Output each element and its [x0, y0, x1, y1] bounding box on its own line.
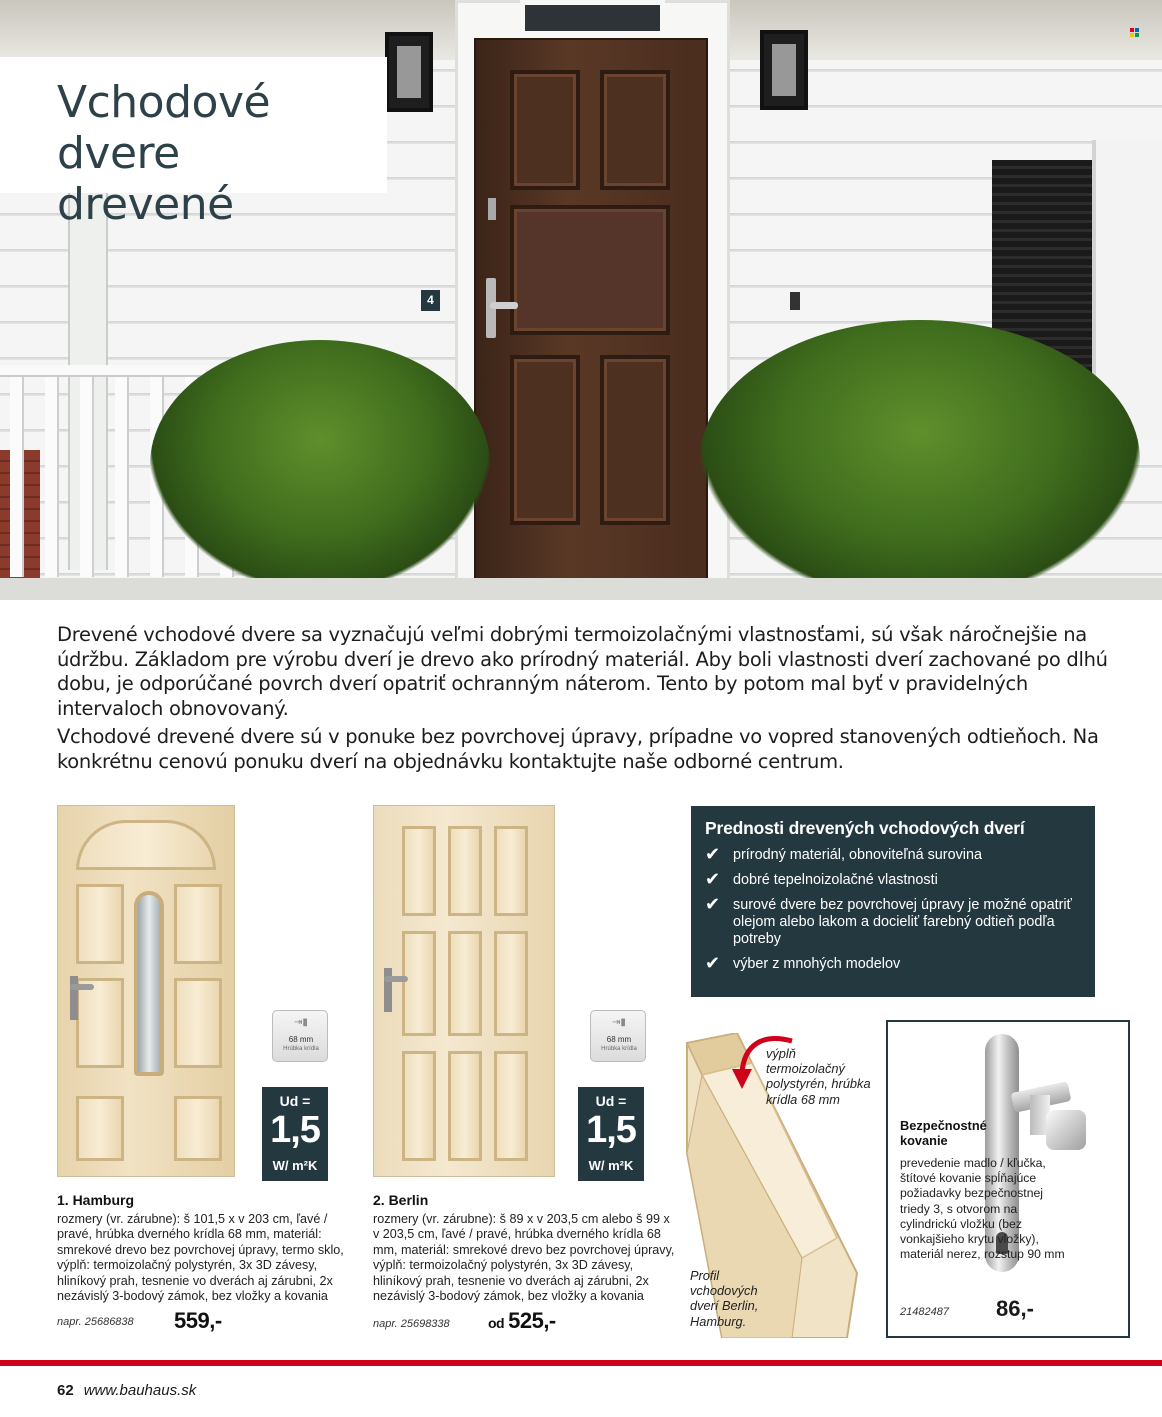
porch-floor — [0, 578, 1162, 600]
benefits-title: Prednosti drevených vchodových dverí — [705, 818, 1025, 838]
price-value: 525,- — [508, 1308, 556, 1333]
ud-value-badge — [578, 1087, 644, 1181]
price-prefix: od — [488, 1315, 505, 1331]
website-url: www.bauhaus.sk — [83, 1382, 197, 1399]
page-number: 62 — [57, 1382, 74, 1399]
ud-label: Ud = — [595, 1093, 627, 1109]
thickness-label: Hrúbka krídla — [283, 1046, 319, 1052]
door-knob-icon — [1046, 1110, 1086, 1150]
ud-unit: W/ m²K — [588, 1158, 634, 1173]
footer — [57, 1382, 196, 1399]
profile-caption: Profil vchodových dverí Berlin, Hamburg. — [690, 1268, 759, 1329]
color-squares-icon — [1130, 28, 1140, 38]
title-box — [0, 57, 387, 230]
thickness-value: 68 mm — [288, 1035, 314, 1044]
ud-label: Ud = — [279, 1093, 311, 1109]
intro-text — [57, 623, 1137, 778]
title-line-1: Vchodové dvere — [57, 77, 271, 179]
article-number-hamburg: napr. 25686838 — [57, 1316, 134, 1328]
door-thickness-icon: ⇥▮ 68 mm Hrúbka krídla — [272, 1010, 328, 1062]
fern-plant-right — [700, 320, 1140, 600]
security-description: prevedenie madlo / kľučka, štítové kovanie spĺňajúce požiadavky bezpečnostnej triedy 3, s otvorom na cylindrickú vložku (bez vonkajšieho krytu vložky), materiál nerez, rozstup 90 mm — [900, 1156, 1065, 1262]
benefit-item — [705, 844, 1081, 864]
intro-paragraph-1: Drevené vchodové dvere sa vyznačujú veľmi dobrými termoizolačnými vlastnosťami, sú však náročnejšie na údržbu. Základom pre výrobu dverí je drevo ako prírodný materiál. Aby boli vlastnosti dverí zachované po dlhú dobu, je odporúčané povrch dverí opatriť ochranným náterom. Tento by potom mal byť v pravidelných intervaloch obnovovaný. — [57, 623, 1108, 720]
checkmark-icon: ✔ — [705, 953, 721, 973]
ud-value-badge — [262, 1087, 328, 1181]
fern-plant-left — [150, 340, 490, 590]
checkmark-icon: ✔ — [705, 869, 721, 889]
benefit-text: dobré tepelnoizolačné vlastnosti — [733, 872, 938, 888]
glass-insert — [134, 891, 164, 1076]
product-description-hamburg: rozmery (vr. zárubne): š 101,5 x v 203 cm, ľavé / pravé, hrúbka dverného krídla 68 mm, materiál: smrekové drevo bez povrchovej úpravy, termo sklo, výplň: termoizolačný polystyrén, 3x 3D závesy, hliníkový prah, tesnenie vo dverách aj zárubni, 2x nezávislý 3-bodový zámok, bez vložky a kovania — [57, 1212, 344, 1304]
title-line-2: drevené — [57, 179, 234, 230]
checkmark-icon: ✔ — [705, 894, 721, 914]
berlin-door-image — [373, 805, 555, 1177]
ud-value: 1,5 — [270, 1109, 320, 1151]
ud-value: 1,5 — [586, 1109, 636, 1151]
benefit-item — [705, 894, 1081, 948]
checkmark-icon: ✔ — [705, 844, 721, 864]
thickness-value: 68 mm — [606, 1035, 632, 1044]
product-name-hamburg: 1. Hamburg — [57, 1192, 135, 1208]
product-description-berlin: rozmery (vr. zárubne): š 89 x v 203,5 cm alebo š 99 x v 203,5 cm, ľavé / pravé, hrúbka dverného krídla 68 mm, materiál: smrekové drevo bez povrchovej úpravy, výplň: termoizolačný polystyrén, 3x 3D závesy, hliníkový prah, tesnenie vo dverách aj zárubni, 2x nezávislý 3-bodový zámok, bez vložky a kovania — [373, 1212, 675, 1304]
benefits-list — [705, 844, 1081, 973]
wall-lamp-icon — [760, 30, 808, 110]
doorbell-icon — [790, 292, 800, 310]
article-number-berlin: napr. 25698338 — [373, 1318, 450, 1330]
intro-paragraph-2: Vchodové drevené dvere sú v ponuke bez povrchovej úpravy, prípadne vo vopred stanovených odtieňoch. Na konkrétnu cenovú ponuku dverí na objednávku kontaktujte naše odborné centrum. — [57, 725, 1099, 773]
door-lever — [490, 302, 518, 309]
benefit-text: surové dvere bez povrchovej úpravy je možné opatriť olejom alebo lakom a docieliť farebný odtieň podľa potreby — [733, 897, 1072, 947]
transom-window — [520, 0, 665, 36]
security-price: 86,- — [996, 1296, 1034, 1321]
page-title — [57, 77, 387, 230]
benefit-item — [705, 869, 1081, 889]
image-number-badge: 4 — [421, 290, 440, 311]
ud-unit: W/ m²K — [272, 1158, 318, 1173]
price-hamburg — [170, 1308, 222, 1334]
benefit-text: výber z mnohých modelov — [733, 956, 901, 972]
door-lock-icon — [488, 198, 496, 220]
price-value: 559,- — [174, 1308, 222, 1333]
benefits-box — [691, 806, 1095, 997]
profile-fill-caption: výplň termoizolačný polystyrén, hrúbka krídla 68 mm — [766, 1046, 871, 1107]
wall-lamp-icon — [385, 32, 433, 112]
benefit-item — [705, 953, 1081, 973]
security-title: Bezpečnostné kovanie — [900, 1118, 987, 1148]
door-thickness-icon: ⇥▮ 68 mm Hrúbka krídla — [590, 1010, 646, 1062]
security-article-number: 21482487 — [900, 1306, 949, 1318]
benefit-text: prírodný materiál, obnoviteľná surovina — [733, 847, 982, 863]
footer-red-line — [0, 1360, 1162, 1366]
hamburg-door-image — [57, 805, 235, 1177]
price-berlin — [488, 1308, 556, 1334]
product-name-berlin: 2. Berlin — [373, 1192, 429, 1208]
thickness-label: Hrúbka krídla — [601, 1046, 637, 1052]
